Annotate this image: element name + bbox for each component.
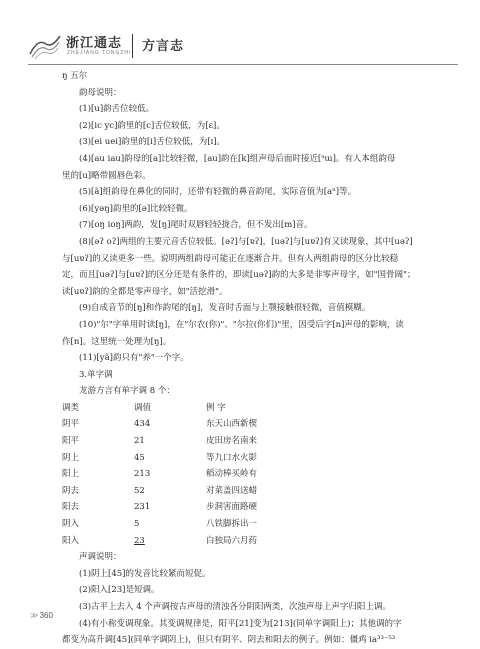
text-line: (8)[əʔ oʔ]两组的主要元音舌位较低。[əʔ]与[ɐʔ]，[uəʔ]与[uɐʔ]有又读现象，其中[uəʔ] [79,236,413,247]
series-name: 浙江通志 [66,36,123,51]
text-line: (1)阴上[45]的发音比较紧而短促。 [79,568,211,579]
header-divider [132,34,133,58]
text-line: 声调说明： [79,552,122,563]
text-line: 作[n]。这里统一处理为[ŋ]。 [62,336,172,347]
tone-examples: 对菜盖四送蜡 [206,485,258,496]
tone-class: 阴去 [62,485,80,496]
book-title: 方言志 [142,39,185,54]
text-line: ŋ 五尔 [62,71,88,81]
tone-value: 231 [134,502,151,513]
tone-table [62,400,352,549]
text-line: 与[uɐʔ]的又读更多一些。说明两组韵母可能正在逐渐合并。但有人两组韵母的区分比较稳 [62,253,399,264]
text-line: 韵母说明： [79,87,122,98]
text-line: 定，而且[uəʔ]与[uɐʔ]的区分还是有条件的，即读[uəʔ]韵的大多是非零声母字，如"国骨阔"； [62,270,416,281]
header-tone-class: 调类 [62,402,80,413]
tone-row [62,516,352,533]
text-line: (3)古平上去入 4 个声调按古声母的清浊各分阴阳两类，次浊声母上声字归阳上调。 [79,602,391,612]
tone-value: 52 [134,485,145,496]
tone-row [62,416,352,433]
tone-row [62,450,352,467]
header-tone-value: 调值 [134,402,152,413]
text-line: (10)"尔"字单用时读[ŋ]，在"尔农(你)"、"尔拉(你们)"里，因受后字[n]声母的影响，读 [79,319,404,330]
header-rule [28,64,458,65]
text-line: (6)[yəŋ]韵里的[ə]比较轻微。 [79,203,193,214]
tone-row [62,433,352,450]
text-line: 3.单字调 [79,369,113,380]
tone-class: 阳入 [62,535,80,546]
text-line: (2)阳入[23]是短调。 [79,585,160,596]
tone-class: 阴平 [62,419,80,430]
tone-value: 45 [134,452,145,463]
text-line: (4)[au iau]韵母的[a]比较轻微，[au]韵在[k]组声母后面时接近[ᵘɯ]。有人本组韵母 [79,153,396,164]
text-line: (9)自成音节的[ŋ]和作韵尾的[ŋ]，发音时舌面与上颚接触很轻微，音值模糊。 [79,303,371,314]
text-line: (4)有小称变调现象。其变调规律是，阳平[21]变为[213](同单字调阳上)；其他调的字 [79,618,402,629]
header-examples: 例 字 [206,402,226,413]
page-body [62,68,447,649]
text-line: (7)[oŋ ioŋ]两韵，发[ŋ]尾时双唇轻轻拢合，但不发出[m]音。 [79,220,313,231]
text-line: (1)[u]韵舌位较低。 [79,104,155,115]
page-header [28,30,458,70]
tone-table-header [62,400,352,417]
tone-value: 434 [134,419,151,430]
tone-examples: 八铁脚拆出一 [206,519,258,530]
body-text-bottom [62,549,447,649]
tone-examples: 白独局六月药 [206,535,258,546]
text-line: 都变为高升调[45](同单字调阴上)，但只有阴平、阴去和阳去的例子。例如：僵鸡 ia³³⁻⁵³ [62,635,396,646]
tone-row [62,483,352,500]
page-number: 360 [39,611,53,620]
text-line: 读[uɐʔ]韵的全都是零声母字，如"活挖滑"。 [62,286,228,297]
tone-value: 213 [134,469,151,480]
text-line: (11)[yã]韵只有"养"一个字。 [79,353,189,364]
page-footer [30,611,53,620]
tone-value: 21 [134,436,145,447]
body-text-top [62,68,447,400]
tone-examples: 步洞害面路硬 [206,502,258,513]
text-line: (2)[ic yc]韵里的[c]舌位较低，为[ɛ]。 [79,120,225,131]
text-line: 里的[u]略带圆唇色彩。 [62,170,151,181]
tone-class: 阳上 [62,469,80,480]
tone-examples: 皮田房名南来 [206,436,258,447]
tone-row [62,533,352,550]
text-line: 龙游方言有单字调 8 个： [79,386,175,397]
tone-class: 阳平 [62,436,80,447]
tone-examples: 东天山西新楔 [206,419,258,430]
zhejiang-logo-icon [28,32,62,60]
tone-class: 阴入 [62,519,80,530]
footer-mark-icon: ≫ [30,611,38,620]
series-subtitle: ZHEJIANG TONGZHI [67,50,132,56]
tone-examples: 稻动棒买岭有 [206,469,258,480]
tone-row [62,466,352,483]
tone-value: 23 [134,535,145,546]
tone-value: 5 [134,519,140,530]
text-line: (3)[ei uei]韵里的[i]舌位较低，为[ɪ]。 [79,137,226,148]
tone-class: 阴上 [62,452,80,463]
text-line: (5)[ã]组韵母在鼻化的同时，还带有轻微的鼻音韵尾，实际音值为[aⁿ]等。 [79,187,357,198]
tone-row [62,499,352,516]
tone-examples: 等九口水火影 [206,452,258,463]
tone-class: 阳去 [62,502,80,513]
